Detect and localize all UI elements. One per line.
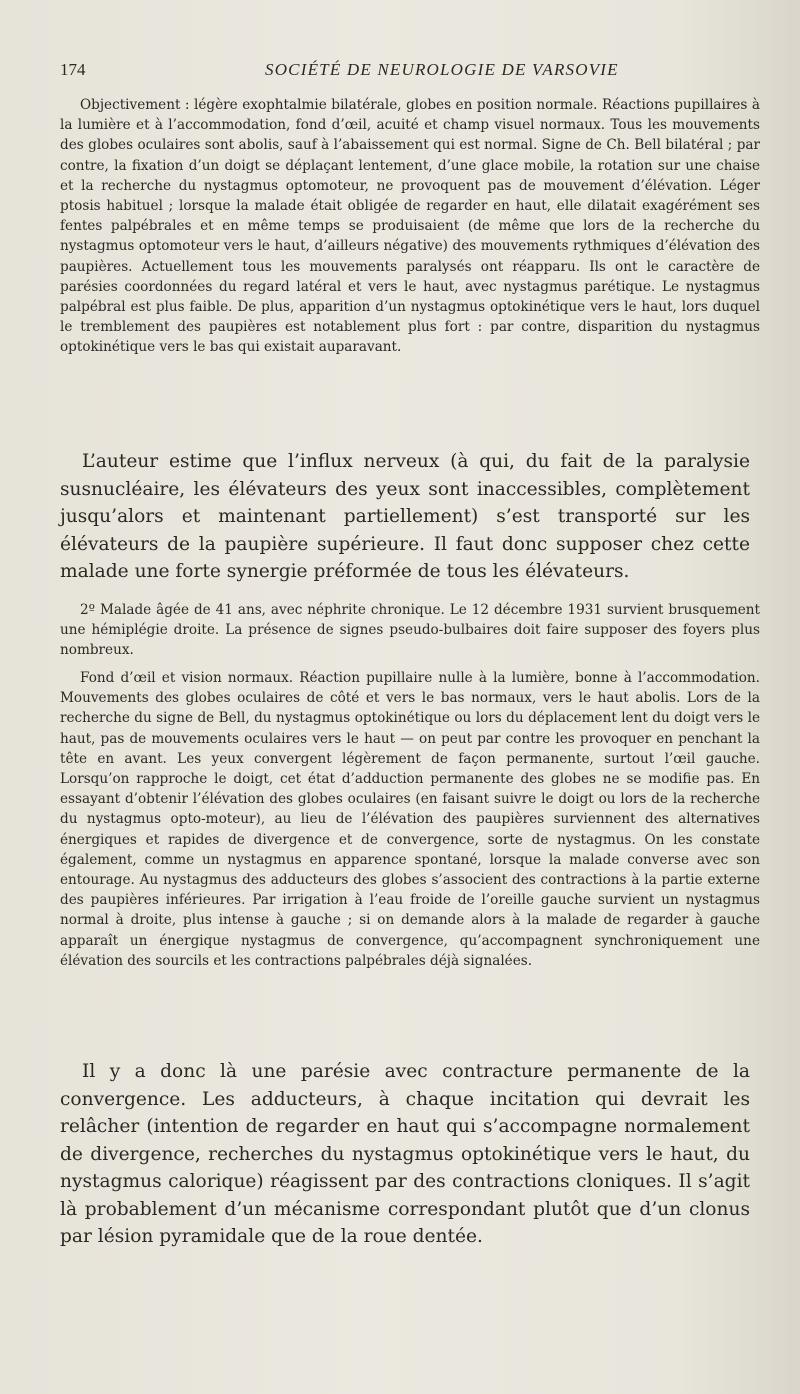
- running-title: SOCIÉTÉ DE NEUROLOGIE DE VARSOVIE: [265, 60, 619, 79]
- page-number: 174: [60, 60, 86, 79]
- paragraph-commentary-1: L’auteur estime que l’influx nerveux (à qui, du fait de la paralysie susnucléaire, les élévateurs des yeux sont inaccessibles, complètement jusqu’alors et maintenant partiellement) s’est transporté sur les élévateurs de la paupière supérieure. Il faut donc supposer chez cette malade une forte synergie préformée de tous les élévateurs.: [60, 451, 750, 582]
- paragraph-observation-1: Objectivement : légère exophtalmie bilatérale, globes en position normale. Réactions pupillaires à la lumière et à l’accommodation, fond d’œil, acuité et champ visuel normaux. Tous les mouvements des globes oculaires sont abolis, sauf à l’abaissement qui est normal. Signe de Ch. Bell bilatéral ; par contre, la fixation d’un doigt se déplaçant lentement, d’une glace mobile, la rotation sur une chaise et la recherche du nystagmus optomoteur, ne provoquent pas de mouvement d’élévation. Léger ptosis habituel ; lorsque la malade était obligée de regarder en haut, elle dilatait exagérément ses fentes palpébrales et en même temps se produisaient (de même que lors de la recherche du nystagmus optomoteur vers le haut, d’ailleurs négative) des mouvements rythmiques d’élévation des paupières. Actuellement tous les mouvements paralysés ont réapparu. Ils ont le caractère de parésies coordonnées du regard latéral et vers le haut, avec nystagmus parétique. Le nystagmus palpébral est plus faible. De plus, apparition d’un nystagmus optokinétique vers le haut, lors duquel le tremblement des paupières est notablement plus fort : par contre, disparition du nystagmus optokinétique vers le bas qui existait auparavant.: [60, 97, 760, 356]
- page-header: [60, 60, 750, 84]
- paragraph-case-2-intro: 2º Malade âgée de 41 ans, avec néphrite chronique. Le 12 décembre 1931 survient brusquement une hémiplégie droite. La présence de signes pseudo-bulbaires doit faire supposer des foyers plus nombreux.: [60, 602, 760, 659]
- paragraph-case-2-exam: Fond d’œil et vision normaux. Réaction pupillaire nulle à la lumière, bonne à l’accommodation. Mouvements des globes oculaires de côté et vers le bas normaux, vers le haut abolis. Lors de la recherche du signe de Bell, du nystagmus optokinétique ou lors du déplacement lent du doigt vers le haut, pas de mouvements oculaires vers le haut — on peut par contre les provoquer en penchant la tête en avant. Les yeux convergent légèrement de façon permanente, surtout l’œil gauche. Lorsqu’on rapproche le doigt, cet état d’adduction permanente des globes ne se modifie pas. En essayant d’obtenir l’élévation des globes oculaires (en faisant suivre le doigt ou lors de la recherche du nystagmus opto-moteur), au lieu de l’élévation des paupières surviennent des alternatives énergiques et rapides de divergence et de convergence, sorte de nystagmus. On les constate également, comme un nystagmus en apparence spontané, lorsque la malade converse avec son entourage. Au nystagmus des adducteurs des globes s’associent des contractions à la partie externe des paupières inférieures. Par irrigation à l’eau froide de l’oreille gauche survient un nystagmus normal à droite, plus intense à gauche ; si on demande alors à la malade de regarder à gauche apparaît un énergique nystagmus de convergence, qu’accompagnent synchroniquement une élévation des sourcils et les contractions palpébrales déjà signalées.: [60, 670, 760, 969]
- paragraph-commentary-2: Il y a donc là une parésie avec contracture permanente de la convergence. Les adducteurs, à chaque incitation qui devrait les relâcher (intention de regarder en haut qui s’accompagne normalement de divergence, recherches du nystagmus optokinétique vers le haut, du nystagmus calorique) réagissent par des contractions cloniques. Il s’agit là probablement d’un mécanisme correspondant plutôt que d’un clonus par lésion pyramidale que de la roue dentée.: [60, 1061, 750, 1247]
